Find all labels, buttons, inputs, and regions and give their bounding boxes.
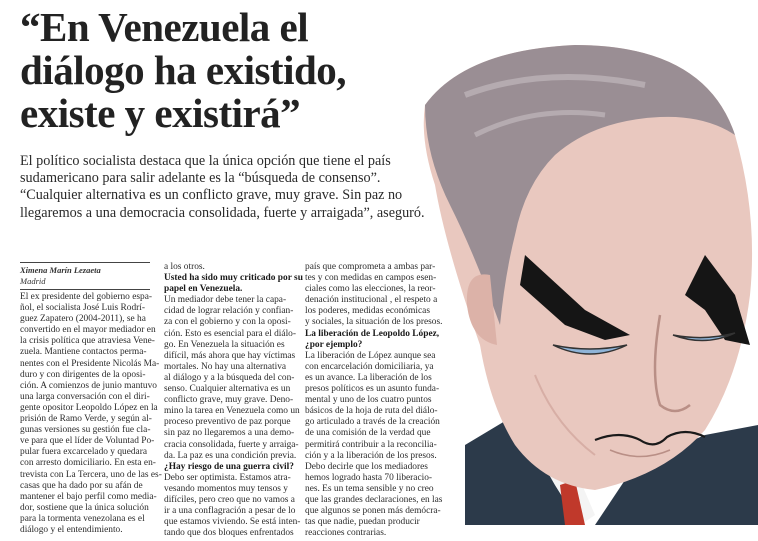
body-line: proceso preventivo de paz porque — [164, 417, 291, 428]
question-line: La liberación de Leopoldo López, — [305, 328, 440, 339]
body-line: país que comprometa a ambas par- — [305, 262, 436, 272]
article-column-3 — [305, 262, 447, 539]
body-line: cracia consolidada, fuerte y arraiga- — [164, 439, 299, 450]
body-line: la crisis política que atraviesa Vene- — [20, 336, 155, 347]
body-line: hemos logrado hasta 70 liberacio- — [305, 472, 433, 483]
body-line: trevista con La Tercera, uno de las es- — [20, 469, 162, 480]
body-line: gente opositor Leopoldo López en la — [20, 402, 158, 413]
body-line: guez Zapatero (2004-2011), se ha — [20, 314, 146, 325]
byline — [20, 265, 150, 287]
body-line: nes. Es un tema sensible y no creo — [305, 483, 434, 494]
body-line: reacciones contrarias. — [305, 528, 387, 539]
body-line: zuela. Mantiene contactos perma- — [20, 347, 147, 358]
body-line: ción y a la liberación de los presos. — [305, 450, 437, 461]
byline-author: Ximena Marín Lezaeta — [20, 265, 101, 275]
body-line: los poderes, medidas económicas — [305, 306, 430, 317]
body-line: mino la tarea en Venezuela como un — [164, 406, 300, 417]
body-line: go articulado a través de la creación — [305, 417, 440, 428]
body-line: una larga conversación con el diri- — [20, 391, 150, 402]
body-line: gunas versiones su gestión fue cla- — [20, 425, 151, 436]
deck-line: El político socialista destaca que la única opción que tiene el país — [20, 153, 391, 169]
body-line: El ex presidente del gobierno espa- — [20, 292, 152, 302]
body-line: Un mediador debe tener la capa- — [164, 295, 287, 306]
body-line: ve para que el líder de Voluntad Po- — [20, 436, 155, 447]
body-line: para la tormenta venezolana es el — [20, 513, 145, 524]
question-line: papel en Venezuela. — [164, 284, 243, 295]
article-column-1 — [20, 292, 162, 536]
body-line: ción. Esto es esencial para el diálo- — [164, 328, 296, 339]
body-line: Debo decirle que los mediadores — [305, 461, 428, 472]
question-line: ¿Hay riesgo de una guerra civil? — [164, 461, 294, 472]
body-line: difíciles, pero creo que no vamos a — [164, 494, 295, 505]
body-line: Debo ser optimista. Estamos atra- — [164, 472, 291, 483]
body-line: senso. Cualquier alternativa es un — [164, 384, 291, 395]
body-line: za con el gobierno y con la oposi- — [164, 317, 291, 328]
body-line: cidad de lograr relación y confian- — [164, 306, 294, 317]
question-line: ¿por ejemplo? — [305, 339, 363, 350]
article-column-2 — [164, 262, 304, 539]
body-line: al diálogo y a la búsqueda del con- — [164, 372, 295, 383]
headline — [20, 6, 420, 135]
body-line: que las grandes declaraciones, en las — [305, 494, 443, 505]
body-line: presos políticos es un asunto funda- — [305, 384, 440, 395]
body-line: La liberación de López aunque sea — [305, 350, 436, 361]
body-line: que estamos viviendo. Se está inten- — [164, 517, 301, 528]
deck-line: “Cualquier alternativa es un conflicto grave, muy grave. Sin paz no — [20, 187, 403, 204]
body-line: tas que nadie, puedan producir — [305, 517, 420, 528]
body-line: casas que ha dado por su afán de — [20, 480, 143, 491]
body-line: difícil, más ahora que hay víctimas — [164, 350, 296, 361]
body-line: mantener el bajo perfil como media- — [20, 491, 157, 502]
body-line: duro y con dirigentes de la oposi- — [20, 369, 146, 380]
deck-summary — [20, 153, 440, 222]
body-line: permitirá contribuir a la reconcilia- — [305, 439, 437, 450]
body-line: tes y con medidas en campos esen- — [305, 273, 437, 284]
body-line: ciales como las elecciones, la reor- — [305, 284, 436, 295]
body-line: da. La paz es una condición previa. — [164, 450, 297, 461]
byline-rule-bottom — [20, 289, 150, 290]
body-line: y sociales, la situación de los presos. — [305, 317, 443, 328]
byline-rule — [20, 262, 150, 263]
body-line: pular fuera excarcelado y quedara — [20, 447, 148, 458]
body-line: a los otros. — [164, 262, 205, 272]
body-line: go. En Venezuela la situación es — [164, 339, 285, 350]
caricature-illustration — [405, 45, 758, 525]
body-line: convertido en el mayor mediador en — [20, 325, 156, 336]
body-line: sin paz no llegaremos a una demo- — [164, 428, 295, 439]
byline-location: Madrid — [20, 276, 46, 286]
body-line: dor, sostiene que la única solución — [20, 502, 149, 513]
body-line: con arresto domiciliario. En esta en- — [20, 458, 156, 469]
body-line: es un avance. La liberación de los — [305, 372, 432, 383]
body-line: diálogo y el entendimiento. — [20, 524, 123, 535]
body-line: denación institucional , el respeto a — [305, 295, 438, 306]
body-line: vesando momentos muy tensos y — [164, 483, 288, 494]
body-line: ir a una conflagración a pesar de lo — [164, 506, 296, 517]
body-line: tando que dos bloques enfrentados — [164, 528, 294, 539]
question-line: Usted ha sido muy criticado por su — [164, 273, 303, 284]
body-line: mental y uno de los cuatro puntos — [305, 395, 432, 406]
body-line: con encarcelación domiciliaria, ya — [305, 361, 434, 372]
deck-line: llegaremos a una democracia consolidada, fuerte y arraigada”, aseguró. — [20, 204, 425, 221]
body-line: ción. A comienzos de junio mantuvo — [20, 380, 157, 391]
body-line: que algunos se ponen más demócra- — [305, 506, 441, 517]
body-line: mortales. No hay una alternativa — [164, 361, 287, 372]
headline-line: “En Venezuela el — [20, 4, 309, 50]
deck-line: sudamericano para salir adelante es la “búsqueda de consenso”. — [20, 170, 381, 187]
body-line: ñol, el socialista José Luis Rodrí- — [20, 303, 145, 314]
body-line: prisión de Ramo Verde, y según al- — [20, 414, 152, 425]
body-line: básicos de la hoja de ruta del diálo- — [305, 406, 438, 417]
body-line: nentes con el Presidente Nicolás Ma- — [20, 358, 160, 369]
headline-line: existe y existirá” — [20, 90, 301, 136]
body-line: de una comisión de la verdad que — [305, 428, 431, 439]
headline-line: diálogo ha existido, — [20, 47, 347, 93]
body-line: conflicto grave, muy grave. Deno- — [164, 395, 294, 406]
